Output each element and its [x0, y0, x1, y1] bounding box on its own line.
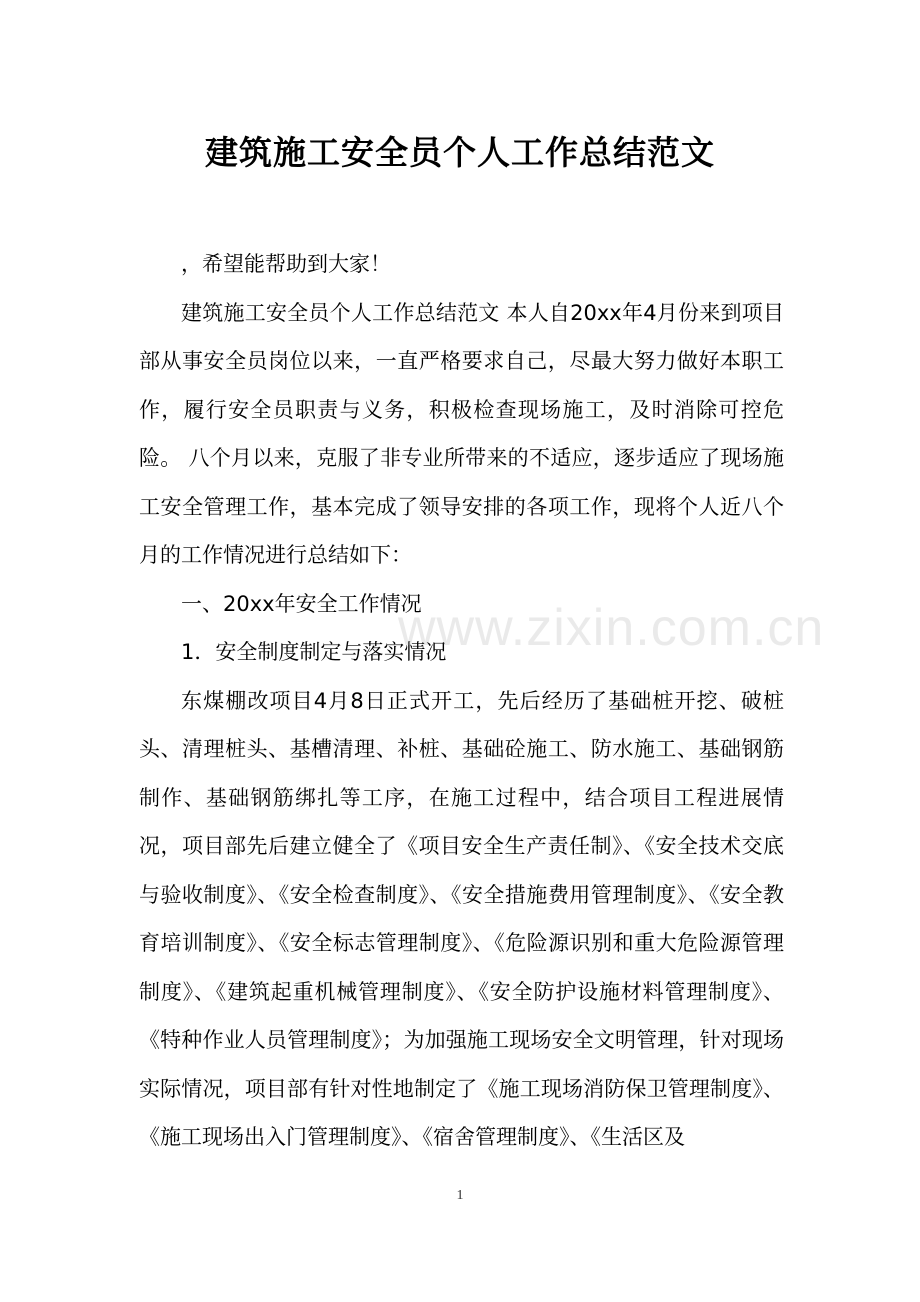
watermark: www.zixin.com.cn — [398, 599, 825, 657]
section-heading: 一、20xx年安全工作情况 — [181, 591, 422, 616]
paragraph-greeting: ，希望能帮助到大家！ — [181, 252, 391, 276]
document-title: 建筑施工安全员个人工作总结范文 — [205, 133, 715, 172]
page-number: 1 — [456, 1188, 464, 1203]
paragraph-safety-system: 东煤棚改项目4月8日正式开工，先后经历了基础桩开挖、破桩头、清理桩头、基槽清理、补桩、基础砼施工、防水施工、基础钢筋制作、基础钢筋绑扎等工序，在施工过程中，结合项目工程进展情况，项目部先后建立健全了《项目安全生产责任制》、《安全技术交底与验收制度》、《安全检查制度》、《安全措施费用管理制度》、《安全教育培训制度》、《安全标志管理制度》、《危险源识别和重大危险源管理制度》、《建筑起重机械管理制度》、《安全防护设施材料管理制度》、《特种作业人员管理制度》；为加强施工现场安全文明管理，针对现场实际情况，项目部有针对性地制定了《施工现场消防保卫管理制度》、《施工现场出入门管理制度》、《宿舍管理制度》、《生活区及 — [139, 688, 784, 1149]
subsection-heading: 1．安全制度制定与落实情况 — [181, 640, 447, 664]
paragraph-introduction: 建筑施工安全员个人工作总结范文 本人自20xx年4月份来到项目部从事安全员岗位以来，一直严格要求自己，尽最大努力做好本职工作，履行安全员职责与义务，积极检查现场施工，及时消除可控危险。 八个月以来，克服了非专业所带来的不适应，逐步适应了现场施工安全管理工作，基本完成了领导安排的各项工作，现将个人近八个月的工作情况进行总结如下： — [139, 300, 784, 567]
document-body — [139, 240, 784, 1162]
